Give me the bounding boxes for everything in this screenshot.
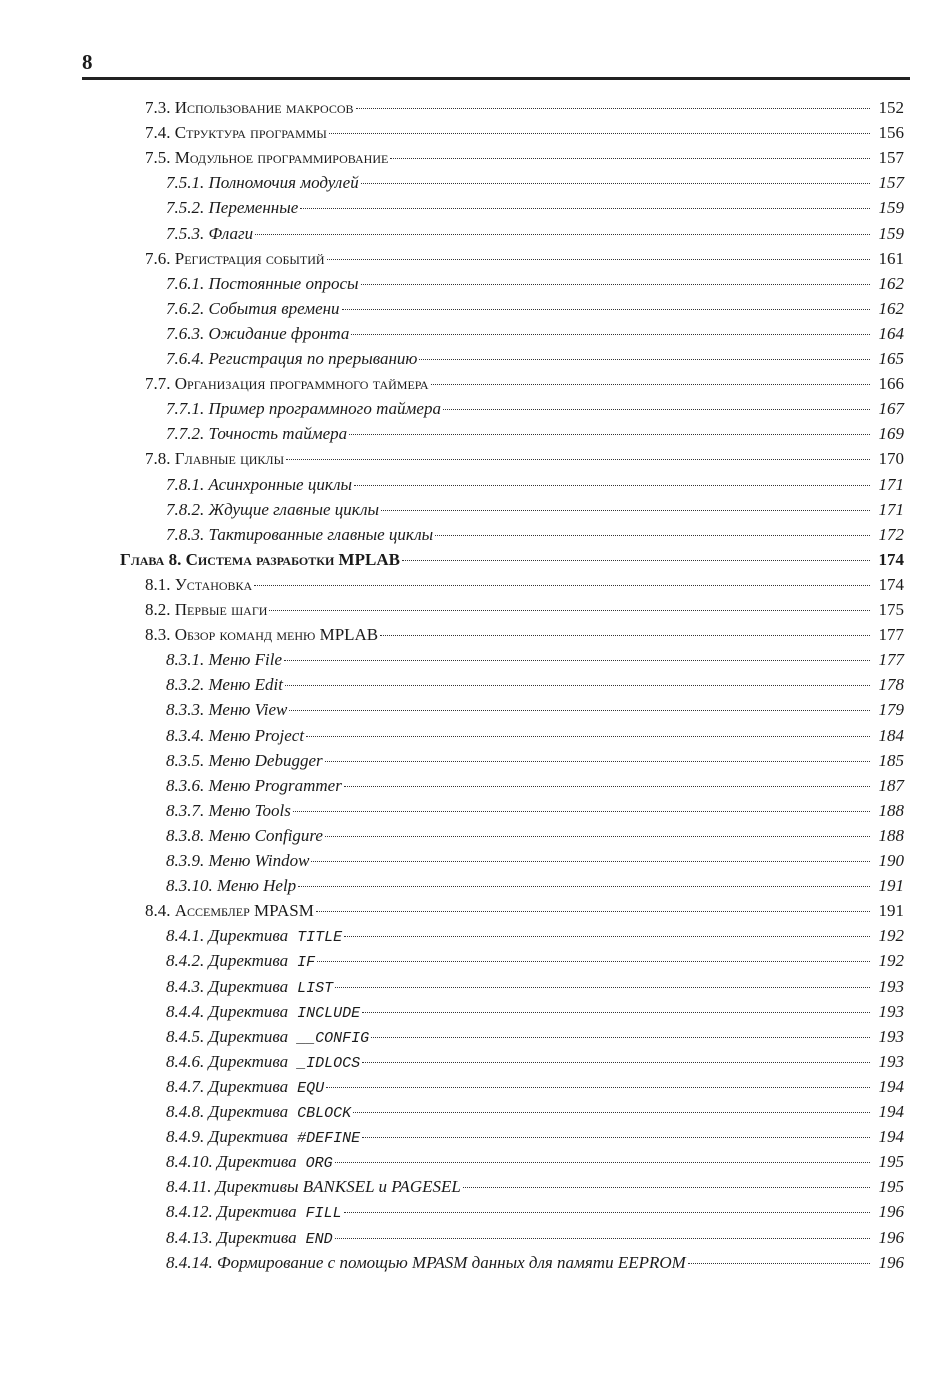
toc-entry-title [166,171,359,195]
toc-entry-title [166,949,315,975]
toc-entry[interactable] [145,623,904,647]
toc-entry-text: Обзор команд меню MPLAB [174,625,379,645]
toc-entry-page: 171 [878,499,904,519]
toc-entry[interactable] [166,422,904,446]
toc-entry[interactable] [166,949,904,973]
toc-entry-text: Флаги [208,223,254,243]
toc-entry-number: 8.4. [145,901,175,921]
dot-leader [431,383,870,385]
toc-entry-title [166,799,291,823]
dot-leader [325,760,870,762]
toc-entry-text: Директива [217,1227,297,1247]
dot-leader [285,684,870,686]
toc-entry-title [166,523,433,547]
toc-entry-number: 8.4.1. [166,926,209,946]
toc-entry-page: 169 [878,424,904,444]
toc-entry-title [166,1125,360,1151]
toc-entry-title [166,196,298,220]
dot-leader [293,810,870,812]
toc-entry-number: 7.7.1. [166,399,209,419]
toc-entry-text: Постоянные опросы [208,273,359,293]
toc-entry-title [145,899,314,923]
toc-entry-text: Первые шаги [174,600,268,619]
toc-entry-number: 8.3.6. [166,775,209,795]
dot-leader [335,1237,870,1239]
toc-entry-text: Директива [217,1202,297,1222]
toc-entry-page: 194 [878,1127,904,1147]
dot-leader [356,107,871,109]
toc-entry-text: Директива [208,976,289,996]
toc-entry-title [166,1150,333,1176]
toc-entry-number: 7.7.2. [166,424,209,444]
toc-entry-page: 159 [878,223,904,243]
toc-entry-page: 184 [878,725,904,745]
toc-entry[interactable] [166,347,904,371]
toc-entry[interactable] [166,1226,904,1250]
toc-entry-title [166,924,342,950]
toc-entry[interactable] [166,1251,904,1275]
toc-entry-number: 8.4.2. [166,951,209,971]
toc-entry-text: Директива [208,1102,289,1121]
toc-entry-number: 8.4.9. [166,1127,209,1147]
toc-entry-code: END [296,1230,333,1248]
toc-entry-title [145,598,267,622]
toc-entry-title [145,623,378,647]
toc-entry-page: 171 [878,474,904,494]
toc-entry-number: 8.4.11. [166,1177,216,1197]
toc-entry-text: Главные циклы [174,449,285,469]
toc-entry-number: 7.6.4. [166,349,209,368]
toc-entry-title [166,724,304,748]
toc-entry-title [166,1075,324,1101]
toc-entry-page: 193 [878,1051,904,1071]
dot-leader [344,935,870,937]
toc-entry-page: 175 [878,600,904,619]
toc-entry[interactable] [166,1025,904,1049]
toc-entry-number: 8.3.5. [166,750,209,770]
dot-leader [286,458,870,460]
toc-entry-text: Директива [208,1127,289,1147]
toc-entry[interactable] [145,372,904,396]
toc-entry[interactable] [120,548,904,572]
toc-entry-code: EQU [288,1079,325,1097]
header-rule [82,77,910,80]
toc-entry-title [166,849,309,873]
toc-entry-number: 7.8.1. [166,474,209,494]
toc-entry-number: 7.3. [145,98,175,117]
toc-entry[interactable] [145,247,904,271]
toc-entry-title [145,573,252,597]
toc-entry-title [166,698,287,722]
toc-entry-page: 195 [878,1152,904,1172]
toc-entry-number: Глава 8. [120,549,186,569]
toc-entry-text: Переменные [208,198,299,218]
dot-leader [269,609,870,611]
toc-entry-number: 7.8. [145,449,175,469]
dot-leader [362,1136,870,1138]
toc-entry-title [166,1050,360,1076]
toc-entry-title [145,121,327,145]
toc-entry-number: 7.7. [145,374,175,394]
dot-leader [349,433,870,435]
toc-entry-page: 167 [878,399,904,419]
toc-entry[interactable] [166,975,904,999]
toc-entry-number: 7.6.1. [166,273,209,293]
dot-leader [335,1161,870,1163]
toc-entry-code: TITLE [288,929,343,947]
toc-entry-number: 8.4.10. [166,1152,217,1172]
dot-leader [344,785,870,787]
toc-entry-page: 187 [878,775,904,795]
dot-leader [326,1086,870,1088]
toc-entry-page: 172 [878,524,904,544]
toc-entry-title [166,422,347,446]
dot-leader [361,182,870,184]
toc-entry[interactable] [166,322,904,346]
dot-leader [381,509,870,511]
toc-entry-text: Меню Programmer [208,775,342,795]
toc-entry-title [166,1251,686,1275]
toc-entry-page: 157 [878,148,904,168]
dot-leader [317,960,870,962]
toc-entry[interactable] [145,121,904,145]
toc-entry-text: Модульное программирование [174,148,389,168]
toc-entry-page: 196 [878,1227,904,1247]
toc-entry-page: 162 [878,273,904,293]
toc-entry-page: 188 [878,825,904,845]
toc-entry-title [166,648,282,672]
toc-entry-number: 8.4.8. [166,1102,209,1121]
toc-entry-number: 8.3.8. [166,825,209,845]
dot-leader [362,1061,870,1063]
toc-entry-page: 191 [878,901,904,921]
toc-entry-title [166,975,333,1001]
toc-entry-title [145,247,325,271]
toc-entry-title [166,1025,369,1051]
toc-entry[interactable] [166,473,904,497]
toc-entry-title [166,1100,351,1126]
toc-entry-page: 165 [878,349,904,368]
toc-entry-title [166,322,349,346]
toc-entry-title [166,1226,333,1252]
toc-entry-code: #DEFINE [288,1130,361,1148]
toc-entry-code: _IDLOCS [288,1054,361,1072]
toc-entry-page: 170 [878,449,904,469]
toc-entry-text: Директивы BANKSEL и PAGESEL [215,1177,461,1197]
toc-entry-number: 8.4.5. [166,1026,209,1046]
toc-entry[interactable] [166,523,904,547]
dot-leader [329,132,870,134]
toc-entry[interactable] [166,1150,904,1174]
dot-leader [354,484,870,486]
dot-leader [325,835,870,837]
toc-entry-number: 8.3. [145,625,175,645]
toc-entry-number: 8.3.3. [166,700,209,720]
dot-leader [300,207,870,209]
toc-entry-page: 157 [878,173,904,193]
toc-entry-code: FILL [296,1205,342,1223]
toc-entry-title [145,447,284,471]
toc-entry[interactable] [166,774,904,798]
toc-entry-page: 178 [878,675,904,695]
toc-entry[interactable] [166,1200,904,1224]
toc-entry[interactable] [145,96,904,120]
toc-entry-number: 8.4.3. [166,976,209,996]
toc-entry-page: 192 [878,926,904,946]
toc-entry-text: Меню Window [208,851,310,870]
toc-entry-number: 8.3.2. [166,675,209,695]
toc-entry[interactable] [166,698,904,722]
toc-entry[interactable] [166,1125,904,1149]
toc-entry-title [166,222,253,246]
toc-entry-text: Меню Debugger [208,750,323,770]
toc-entry-text: Формирование с помощью MPASM данных для памяти EEPROM [217,1252,686,1272]
toc-entry-text: Точность таймера [208,424,348,444]
toc-entry-text: Меню Help [217,876,297,896]
toc-entry-number: 8.3.7. [166,800,209,820]
toc-entry-text: Использование макросов [174,98,354,117]
toc-entry-page: 164 [878,323,904,343]
toc-entry-page: 174 [878,574,904,594]
toc-entry-title [166,774,342,798]
toc-entry-title [145,146,388,170]
toc-entry-text: Ждущие главные циклы [208,499,379,519]
toc-entry-page: 177 [878,650,904,670]
toc-entry[interactable] [166,297,904,321]
toc-entry-number: 8.3.4. [166,725,209,745]
toc-entry-title [166,824,323,848]
toc-entry-text: Регистрация по прерыванию [208,349,418,368]
dot-leader [435,534,870,536]
dot-leader [463,1186,870,1188]
dot-leader [342,308,870,310]
toc-entry[interactable] [166,924,904,948]
toc-entry-number: 8.4.6. [166,1051,209,1071]
toc-entry-text: Установка [174,574,253,594]
dot-leader [255,233,870,235]
toc-entry[interactable] [166,196,904,220]
dot-leader [362,1011,870,1013]
toc-entry-page: 156 [878,123,904,143]
toc-entry-number: 7.8.2. [166,499,209,519]
dot-leader [335,986,870,988]
toc-entry-title [166,1175,461,1199]
toc-entry[interactable] [166,749,904,773]
toc-entry-text: Пример программного таймера [208,399,441,419]
toc-entry-page: 162 [878,298,904,318]
toc-entry-text: Меню Project [208,725,305,745]
toc-entry-text: Меню View [208,700,288,720]
toc-entry-page: 177 [878,625,904,645]
toc-entry-page: 188 [878,800,904,820]
dot-leader [289,709,870,711]
toc-entry-number: 8.4.14. [166,1252,217,1272]
toc-entry-page: 179 [878,700,904,720]
toc-entry-page: 185 [878,750,904,770]
toc-entry-text: Меню Tools [208,800,291,820]
dot-leader [380,634,870,636]
toc-entry[interactable] [166,648,904,672]
toc-entry-title [166,272,359,296]
toc-entry-number: 7.5.3. [166,223,209,243]
toc-entry-number: 7.5. [145,148,175,168]
toc-entry-number: 8.4.12. [166,1202,217,1222]
dot-leader [419,358,870,360]
toc-entry-number: 7.8.3. [166,524,209,544]
toc-entry-number: 7.6.3. [166,323,209,343]
toc-entry-code: ORG [296,1155,333,1173]
toc-entry-title [166,749,323,773]
toc-entry-number: 7.6. [145,248,175,268]
toc-entry-code: __CONFIG [288,1029,370,1047]
toc-entry[interactable] [145,447,904,471]
toc-entry-page: 196 [878,1202,904,1222]
toc-entry-title [145,96,354,120]
dot-leader [306,735,870,737]
toc-entry-text: Директива [208,1001,289,1021]
dot-leader [361,283,870,285]
toc-entry[interactable] [166,498,904,522]
page-number: 8 [82,50,93,74]
toc-entry[interactable] [166,799,904,823]
toc-entry-text: Организация программного таймера [174,374,429,394]
toc-entry[interactable] [145,573,904,597]
toc-entry[interactable] [145,146,904,170]
toc-entry[interactable] [166,1100,904,1124]
toc-entry[interactable] [166,673,904,697]
toc-entry-text: Меню Edit [208,675,283,695]
toc-entry-page: 192 [878,951,904,971]
toc-entry-number: 7.6.2. [166,298,209,318]
toc-entry-text: Тактированные главные циклы [208,524,434,544]
toc-entry-text: Директива [217,1152,297,1172]
toc-entry-number: 8.2. [145,600,175,619]
toc-entry[interactable] [166,724,904,748]
toc-entry-title [166,498,379,522]
dot-leader [344,1211,870,1213]
toc-entry[interactable] [166,824,904,848]
dot-leader [688,1262,870,1264]
toc-entry[interactable] [166,1175,904,1199]
toc-entry-number: 8.1. [145,574,175,594]
toc-entry-number: 8.4.13. [166,1227,217,1247]
toc-entry-page: 194 [878,1076,904,1096]
dot-leader [254,584,870,586]
toc-entry[interactable] [166,874,904,898]
toc-entry-title [145,372,429,396]
dot-leader [316,910,870,912]
toc-entry-title [120,548,400,572]
toc-entry-code: IF [288,954,316,972]
dot-leader [284,659,870,661]
toc-entry-text: Директива [208,951,289,971]
toc-entry[interactable] [166,1050,904,1074]
toc-entry[interactable] [166,272,904,296]
toc-entry-number: 8.3.9. [166,851,209,870]
toc-entry-text: Регистрация событий [174,248,325,268]
toc-entry-number: 7.4. [145,123,175,143]
toc-entry-title [166,673,283,697]
toc-entry-code: CBLOCK [288,1105,352,1122]
toc-entry[interactable] [145,899,904,923]
toc-entry-page: 193 [878,976,904,996]
toc-entry-text: Система разработки MPLAB [185,549,400,569]
toc-entry-title [166,1200,342,1226]
dot-leader [298,885,870,887]
toc-entry-code: INCLUDE [288,1004,361,1022]
toc-entry-text: Меню Configure [208,825,323,845]
toc-entry-text: Ожидание фронта [208,323,350,343]
toc-entry-code: LIST [288,979,334,997]
toc-entry-page: 152 [878,98,904,117]
toc-entry-text: Директива [208,1076,289,1096]
toc-entry-page: 196 [878,1252,904,1272]
toc-entry-title [166,1000,360,1026]
dot-leader [371,1036,870,1038]
toc-entry[interactable] [166,849,904,873]
toc-entry-page: 191 [878,876,904,896]
toc-entry-title [166,473,352,497]
toc-entry-page: 159 [878,198,904,218]
dot-leader [327,258,870,260]
toc-entry[interactable] [166,397,904,421]
toc-entry[interactable] [166,1075,904,1099]
toc-entry[interactable] [145,598,904,622]
toc-entry-title [166,397,441,421]
toc-entry-number: 7.5.2. [166,198,209,218]
toc-entry-text: Директива [208,1051,289,1071]
toc-entry-text: События времени [208,298,340,318]
dot-leader [402,559,870,561]
toc-entry-page: 161 [878,248,904,268]
toc-entry-text: Меню File [208,650,283,670]
toc-entry-text: Структура программы [174,123,327,143]
toc-entry[interactable] [166,171,904,195]
dot-leader [311,860,870,862]
toc-entry-number: 8.4.7. [166,1076,209,1096]
toc-entry-title [166,347,417,371]
toc-entry-number: 8.3.1. [166,650,209,670]
toc-entry-page: 195 [878,1177,904,1197]
toc-entry-page: 193 [878,1001,904,1021]
dot-leader [353,1111,870,1113]
toc-entry-page: 193 [878,1026,904,1046]
dot-leader [390,157,870,159]
toc-entry-text: Асинхронные циклы [208,474,353,494]
dot-leader [351,333,870,335]
toc-entry-page: 166 [878,374,904,394]
toc-entry-text: Ассемблер MPASM [174,901,314,921]
toc-entry[interactable] [166,1000,904,1024]
toc-entry[interactable] [166,222,904,246]
toc-entry-number: 7.5.1. [166,173,209,193]
toc-entry-page: 194 [878,1102,904,1121]
toc-entry-text: Полномочия модулей [208,173,359,193]
toc-entry-text: Директива [208,926,289,946]
toc-entry-number: 8.3.10. [166,876,217,896]
toc-entry-page: 174 [878,549,904,569]
dot-leader [443,408,870,410]
toc-entry-title [166,297,340,321]
toc-entry-text: Директива [208,1026,289,1046]
toc-entry-page: 190 [878,851,904,870]
toc-entry-number: 8.4.4. [166,1001,209,1021]
toc-entry-title [166,874,296,898]
